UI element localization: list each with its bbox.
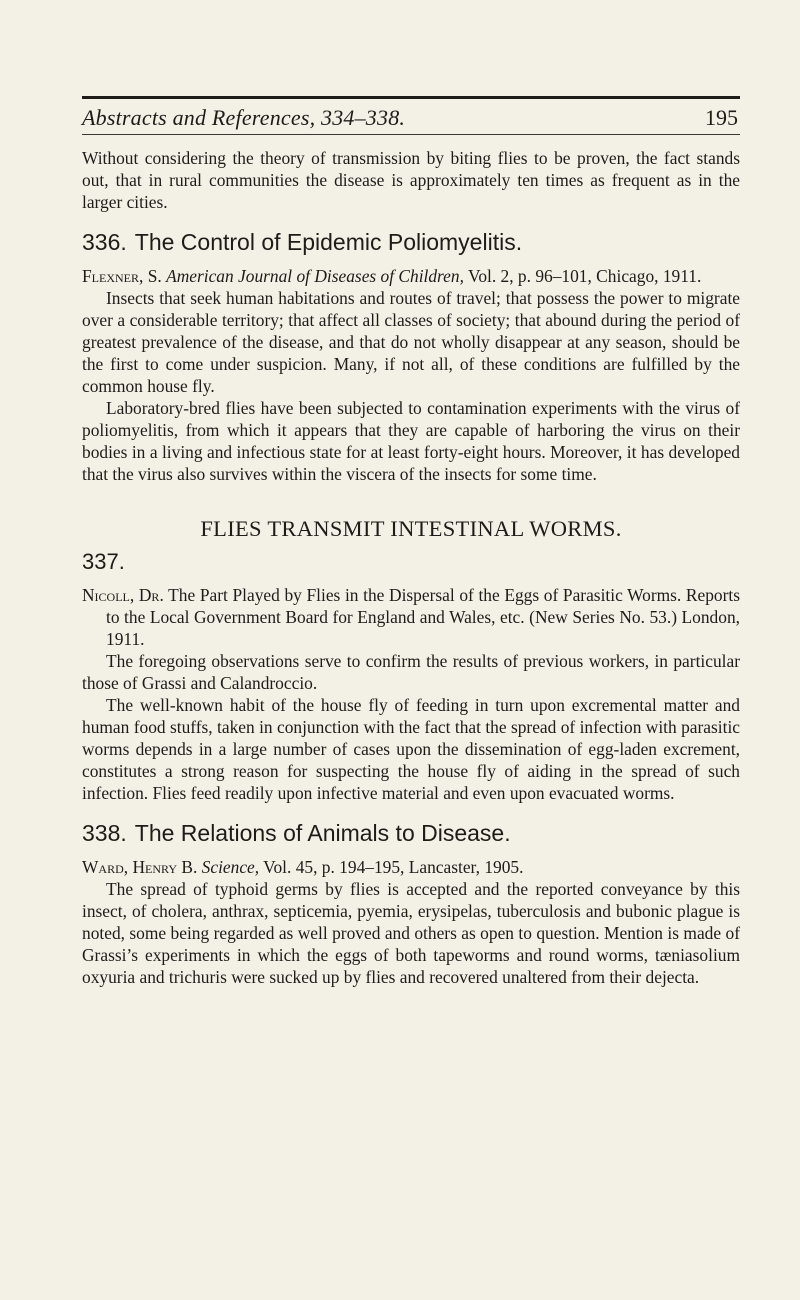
section-337-citation: The Part Played by Flies in the Dispersal of the Eggs of Parasitic Worms. Reports to the Local Government Board for England and Wales, etc. (New Series No. 53.) London, 1911. [106, 585, 741, 649]
section-336-author: Flexner, S. [82, 266, 162, 286]
section-338-citation: Vol. 45, p. 194–195, Lancaster, 1905. [263, 857, 524, 877]
section-337-paragraph-2: The well-known habit of the house fly of feeding in turn upon excremental matter and human food stuffs, taken in conjunction with the fact that the spread of infection with parasitic worms depends in a large number of cases upon the dissemination of egg-laden excrement, constitutes a strong reason for suspecting the house fly of aiding in the spread of such infection. Flies feed readily upon infective material and even upon evacuated worms. [82, 695, 740, 803]
section-337-paragraph-1: The foregoing observations serve to confirm the results of previous workers, in particular those of Grassi and Calandroccio. [82, 651, 740, 693]
running-head-title: Abstracts and References, 334–338. [82, 105, 406, 130]
section-338-journal: Science, [201, 857, 260, 877]
section-336-paragraph-2: Laboratory-bred flies have been subjected to contamination experiments with the virus of poliomyelitis, from which it appears that they are capable of harboring the virus on their bodies in a living and infectious state for at least forty-eight hours. Moreover, it has developed that the virus also survives within the viscera of the insects for some time. [82, 398, 740, 484]
section-336-reference [82, 265, 740, 287]
section-336-journal: American Journal of Diseases of Children, [166, 266, 464, 286]
page-body [82, 147, 740, 988]
section-338-title: The Relations of Animals to Disease. [134, 820, 511, 846]
section-336-citation: Vol. 2, p. 96–101, Chicago, 1911. [468, 266, 702, 286]
section-338-author: Ward, Henry B. [82, 857, 198, 877]
section-338-number: 338. [82, 820, 127, 846]
page-number: 195 [705, 105, 738, 130]
section-336-number: 336. [82, 229, 127, 255]
section-338-heading [82, 819, 740, 847]
section-336-title: The Control of Epidemic Poliomyelitis. [134, 229, 523, 255]
section-337-author: Nicoll, Dr. [82, 585, 164, 605]
header-rule-thin [82, 134, 740, 135]
intro-paragraph: Without considering the theory of transmission by biting flies to be proven, the fact stands out, that in rural communities the disease is approximately ten times as frequent as in the larger cities. [82, 148, 740, 212]
section-337-reference [82, 584, 740, 650]
header-rule-thick [82, 96, 740, 99]
section-338-reference [82, 856, 740, 878]
section-336-heading [82, 228, 740, 256]
section-337-heading: FLIES TRANSMIT INTESTINAL WORMS. [200, 516, 622, 541]
section-336-paragraph-1: Insects that seek human habitations and routes of travel; that possess the power to migrate over a considerable territory; that affect all classes of society; that abound during the period of greatest prevalence of the disease, and that do not wholly disappear at any season, should be the first to come under suspicion. Many, if not all, of these conditions are fulfilled by the common house fly. [82, 288, 740, 396]
running-head [82, 104, 740, 132]
section-338-paragraph-1: The spread of typhoid germs by flies is accepted and the reported conveyance by this insect, of cholera, anthrax, septicemia, pyemia, erysipelas, tuberculosis and bubonic plague is noted, some being regarded as well proved and others as open to question. Mention is made of Grassi’s experiments in which the eggs of both tapeworms and round worms, tæniasolium oxyuria and trichuris were sucked up by flies and recovered unaltered from their dejecta. [82, 879, 740, 987]
section-337-number: 337. [82, 549, 125, 574]
